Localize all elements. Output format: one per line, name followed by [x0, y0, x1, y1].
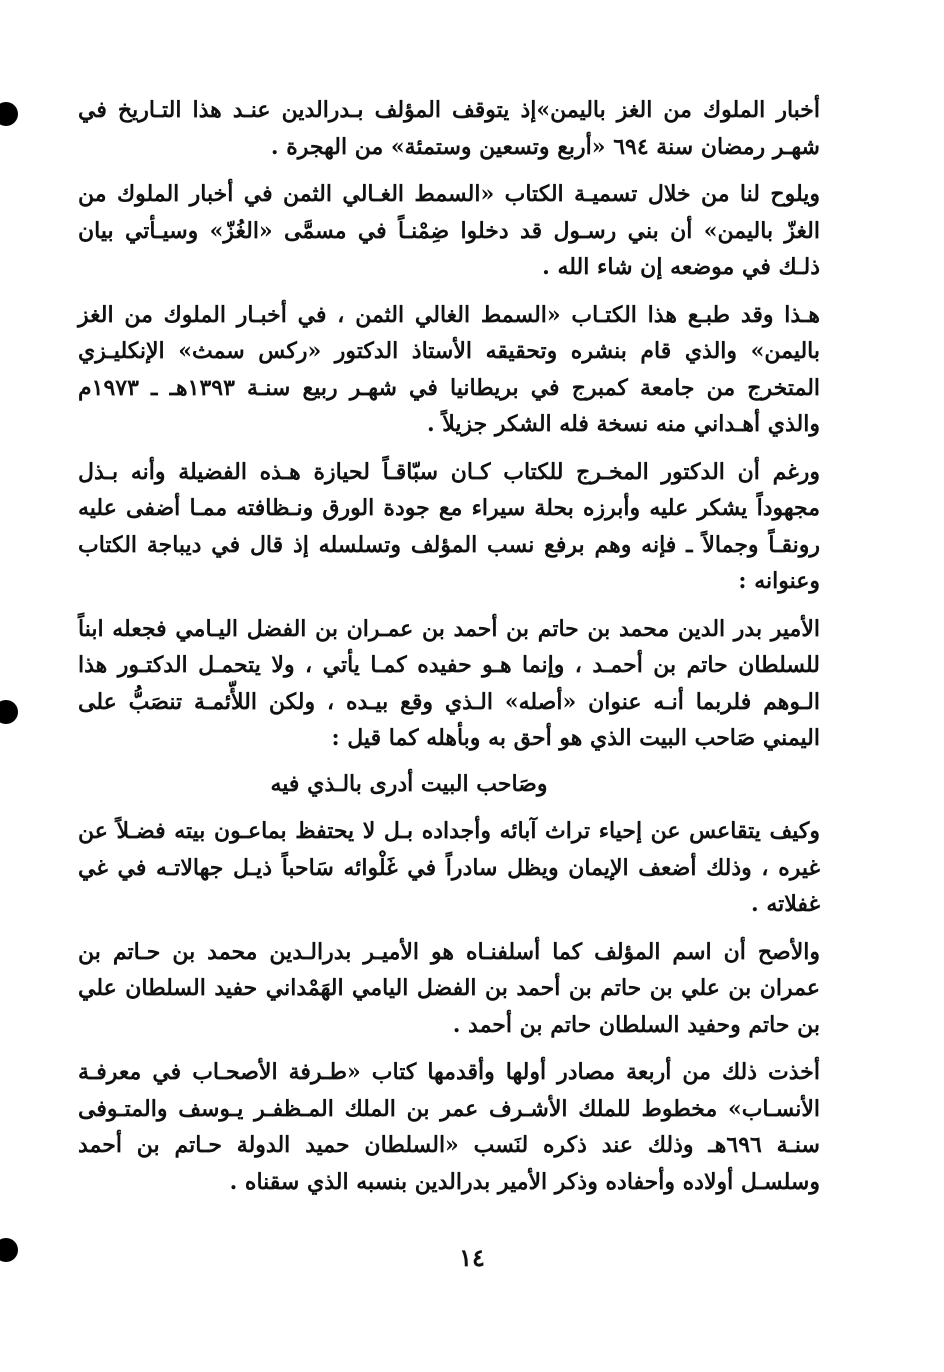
- paragraph-3: هـذا وقد طبـع هذا الكتـاب «السمط الغالي الثمن ، في أخبـار الملوك من الغز باليمن» والذي قام بنشره وتحقيقه الأستاذ الدكتور «ركس سمث» الإنكليـزي المتخرج من جامعة كمبرج في بريطانيا في شهـر ربيع سنـة ١٣٩٣هـ ـ ١٩٧٣م والذي أهـداني منه نسخة فله الشكر جزيلاً .: [78, 301, 821, 437]
- paragraph-8: أخذت ذلك من أربعة مصادر أولها وأقدمها كتاب «طـرفة الأصحـاب في معرفـة الأنسـاب» مخطوط للملك الأشـرف عمر بن الملك المـظفـر يـوسف والمتـوفى سنـة ٦٩٦هـ وذلك عند ذكره لنَسب «السلطان حميد الدولة حـاتم بن أحمد وسلسـل أولاده وأحفاده وذكر الأمير بدرالدين بنسبه الذي سقناه .: [78, 1059, 820, 1195]
- paragraph-2: ويلوح لنا من خلال تسميـة الكتاب «السمط الغـالي الثمن في أخبار الملوك من الغزّ باليمن» أن بني رسـول قد دخلوا ضِمْنـاً في مسمَّى «الغُزّ» وسيـأتي بيان ذلـك في موضعه إن شاء الله .: [78, 181, 820, 280]
- paragraph-6: وكيف يتقاعس عن إحياء تراث آبائه وأجداده بـل لا يحتفظ بماعـون بيته فضـلاً عن غيره ، وذلك أضعف الإيمان ويظل سادراً في غَلْوائه سَاحباً ذيـل جهالاتـه في غي غفلاته .: [78, 818, 820, 917]
- paragraph-7: والأصح أن اسم المؤلف كما أسلفنـاه هو الأميـر بدرالـدين محمد بن حـاتم بن عمران بن علي بن حاتم بن أحمد بن الفضل اليامي الهَمْداني حفيد السلطان علي بن حاتم وحفيد السلطان حاتم بن أحمد .: [78, 938, 820, 1038]
- verse-line: وصَاحب البيت أدرى بالـذي فيه: [270, 770, 548, 797]
- binding-hole-top: [0, 102, 18, 126]
- paragraph-1: أخبار الملوك من الغز باليمن»إذ يتوقف المؤلف بـدرالدين عنـد هذا التـاريخ في شهـر رمضان سنة ٦٩٤ «أربع وتسعين وستمئة» من الهجرة .: [78, 97, 820, 160]
- binding-hole-middle: [0, 700, 18, 724]
- paragraph-4: ورغم أن الدكتور المخـرج للكتاب كـان سبّاقـاً لحيازة هـذه الفضيلة وأنه بـذل مجهوداً يشكر عليه وأبرزه بحلة سيراء مع جودة الورق ونـظافته ممـا أضفى عليه رونقـاً وجمالاً ـ فإنه وهم برفع نسب المؤلف وتسلسله إذ قال في ديباجة الكتاب وعنوانه :: [78, 458, 820, 594]
- paragraph-5: الأمير بدر الدين محمد بن حاتم بن أحمد بن عمـران بن الفضل اليـامي فجعله ابناً للسلطان حاتم بن أحمـد ، وإنما هـو حفيده كمـا يأتي ، ولا يتحمـل الدكتـور هذا الـوهم فلربما أنـه عنوان «أصله» الـذي وقع بيـده ، ولكن اللأّئمـة تنصَبُّ على اليمني صَاحب البيت الذي هو أحق به وبأهله كما قيل :: [78, 615, 820, 751]
- body-text: [78, 92, 820, 1211]
- page-number: ١٤: [459, 1243, 485, 1272]
